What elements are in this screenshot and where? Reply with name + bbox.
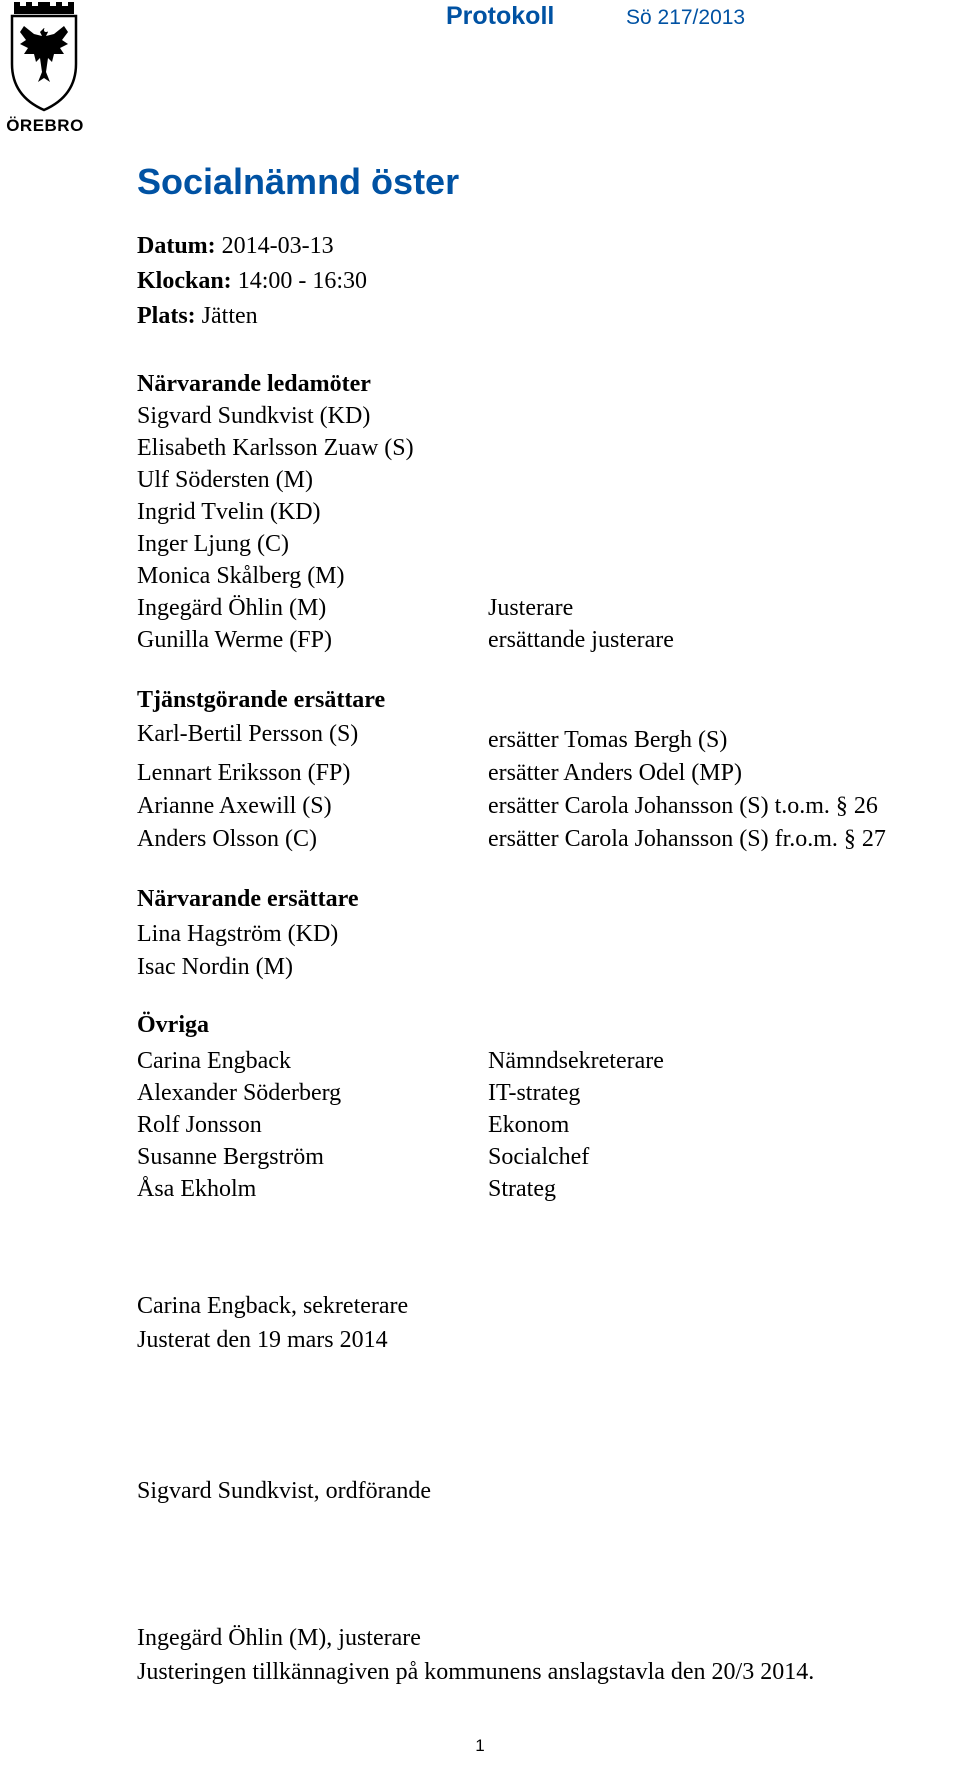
time-label: Klockan: (137, 268, 232, 294)
others-heading: Övriga (137, 1012, 209, 1038)
place-label: Plats: (137, 303, 196, 329)
date-label: Datum: (137, 233, 216, 259)
place-value: Jätten (201, 303, 258, 329)
substitute-name: Arianne Axewill (S) (137, 793, 332, 819)
meta-date (137, 230, 334, 262)
other-role: Nämndsekreterare (488, 1048, 664, 1074)
page-title: Socialnämnd öster (137, 161, 460, 202)
member-role: Justerare (488, 595, 574, 621)
other-name: Rolf Jonsson (137, 1112, 262, 1138)
other-role: Socialchef (488, 1144, 590, 1170)
substitute-role: ersätter Carola Johansson (S) t.o.m. § 26 (488, 793, 878, 819)
other-name: Alexander Söderberg (137, 1080, 342, 1106)
other-role: IT-strateg (488, 1080, 581, 1106)
member-name: Ingrid Tvelin (KD) (137, 499, 321, 525)
present-substitute-name: Isac Nordin (M) (137, 954, 293, 980)
orebro-coat-of-arms-logo (2, 0, 86, 140)
other-role: Strateg (488, 1176, 556, 1202)
coat-of-arms-icon (2, 0, 86, 114)
member-name: Gunilla Werme (FP) (137, 627, 332, 653)
member-name: Monica Skålberg (M) (137, 563, 345, 589)
members-heading: Närvarande ledamöter (137, 371, 371, 397)
document-reference: Sö 217/2013 (626, 6, 746, 29)
logo-text: ÖREBRO (6, 116, 84, 135)
serving-substitutes-heading: Tjänstgörande ersättare (137, 687, 386, 713)
meta-place (137, 300, 258, 332)
member-name: Elisabeth Karlsson Zuaw (S) (137, 435, 414, 461)
other-role: Ekonom (488, 1112, 570, 1138)
announcement-text: Justeringen tillkännagiven på kommunens anslagstavla den 20/3 2014. (137, 1659, 815, 1685)
meta-time (137, 265, 367, 297)
adjuster-signature-line: Ingegärd Öhlin (M), justerare (137, 1625, 421, 1651)
substitute-name: Anders Olsson (C) (137, 826, 317, 852)
present-substitute-name: Lina Hagström (KD) (137, 921, 339, 947)
chair-signature-line: Sigvard Sundkvist, ordförande (137, 1478, 431, 1504)
substitute-name: Lennart Eriksson (FP) (137, 760, 351, 786)
page-number: 1 (475, 1736, 485, 1755)
present-substitutes-heading: Närvarande ersättare (137, 886, 359, 912)
document-type: Protokoll (446, 2, 555, 30)
member-name: Ulf Södersten (M) (137, 467, 313, 493)
member-name: Inger Ljung (C) (137, 531, 289, 557)
member-role: ersättande justerare (488, 627, 674, 653)
other-name: Carina Engback (137, 1048, 291, 1074)
secretary-signature-line: Carina Engback, sekreterare (137, 1293, 409, 1319)
member-name: Ingegärd Öhlin (M) (137, 595, 327, 621)
substitute-name: Karl-Bertil Persson (S) (137, 721, 359, 747)
substitute-role: ersätter Tomas Bergh (S) (488, 727, 728, 753)
member-name: Sigvard Sundkvist (KD) (137, 403, 371, 429)
other-name: Åsa Ekholm (137, 1176, 257, 1202)
other-name: Susanne Bergström (137, 1144, 324, 1170)
adjusted-date: Justerat den 19 mars 2014 (137, 1327, 388, 1353)
date-value: 2014-03-13 (221, 233, 334, 259)
substitute-role: ersätter Anders Odel (MP) (488, 760, 742, 786)
substitute-role: ersätter Carola Johansson (S) fr.o.m. § 27 (488, 826, 886, 852)
time-value: 14:00 - 16:30 (237, 268, 368, 294)
